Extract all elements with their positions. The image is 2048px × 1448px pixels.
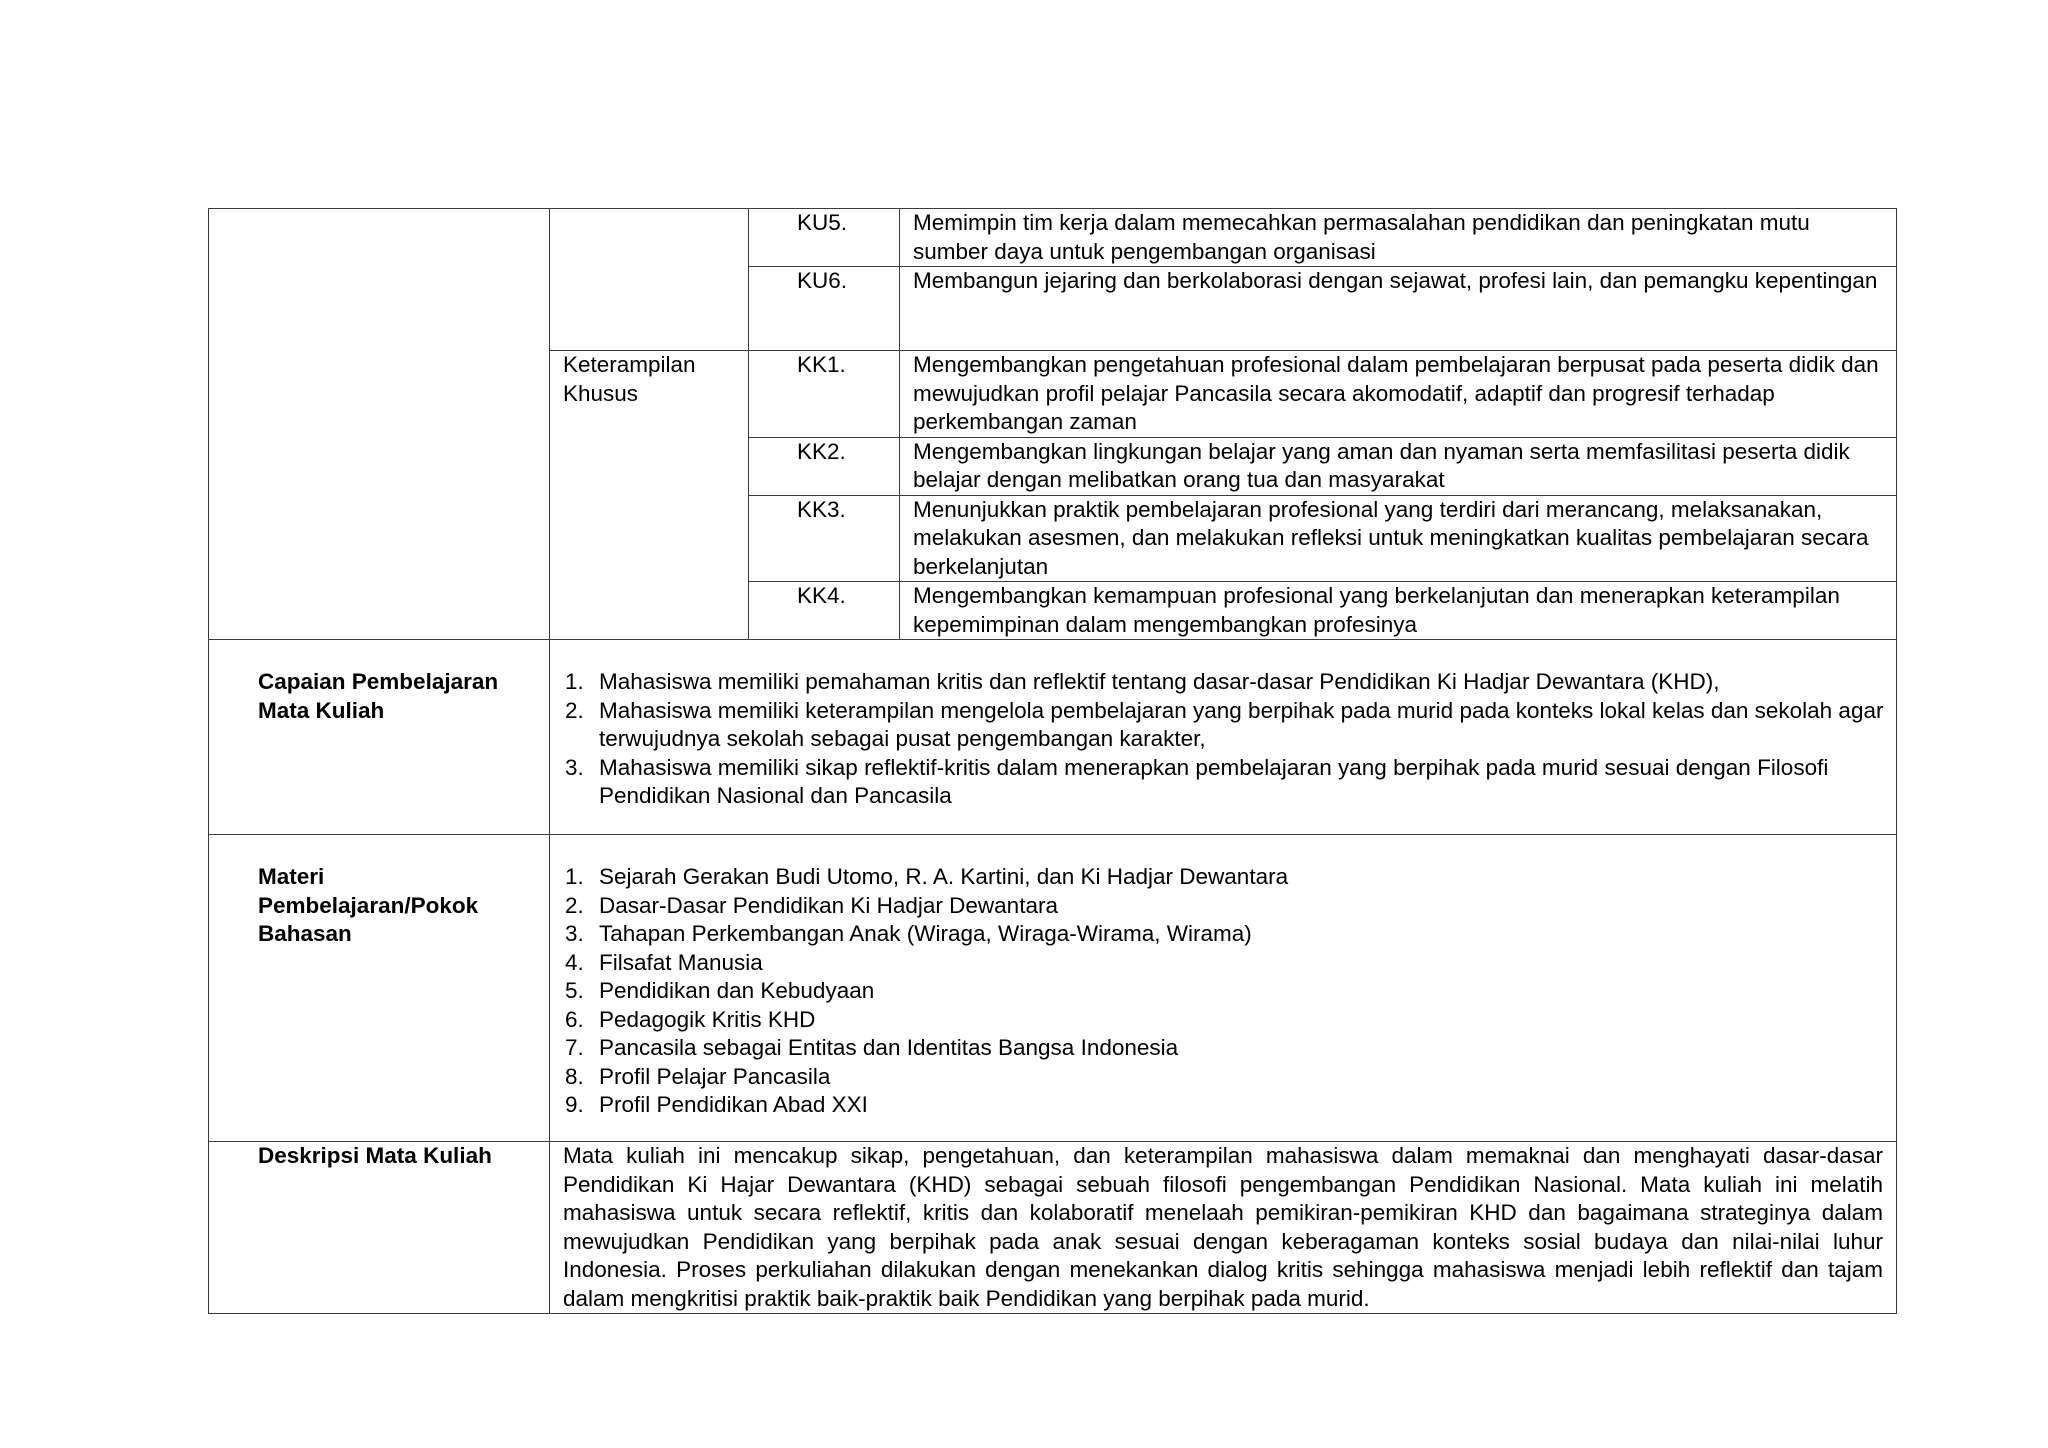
skill-code: KU6. — [749, 267, 900, 351]
list-text: Profil Pendidikan Abad XXI — [599, 1092, 868, 1117]
list-text: Mahasiswa memiliki keterampilan mengelola pembelajaran yang berpihak pada murid pada konteks lokal kelas dan sekolah agar terwujudnya sekolah sebagai pusat pengembangan karakter, — [599, 697, 1884, 751]
list-text: Pancasila sebagai Entitas dan Identitas Bangsa Indonesia — [599, 1035, 1179, 1060]
list-item — [565, 920, 1884, 949]
list-number: 3. — [565, 921, 584, 946]
table-row — [209, 640, 1897, 835]
skill-description: Mengembangkan kemampuan profesional yang berkelanjutan dan menerapkan keterampilan kepemimpinan dalam mengembangkan profesinya — [900, 582, 1897, 640]
list-item — [565, 1006, 1884, 1035]
list-text: Filsafat Manusia — [599, 949, 763, 975]
capaian-label-line: Capaian Pembelajaran — [258, 669, 499, 694]
list-item — [565, 892, 1884, 921]
list-text: Pedagogik Kritis KHD — [599, 1006, 816, 1032]
list-number: 9. — [565, 1092, 584, 1117]
materi-label-line: Bahasan — [258, 921, 352, 946]
deskripsi-text: Mata kuliah ini mencakup sikap, pengetahuan, dan keterampilan mahasiswa dalam memaknai dan menghayati dasar-dasar Pendidikan Ki Hajar Dewantara (KHD) sebagai sebuah filosofi pengembangan Pendidikan Nasional. Mata kuliah ini melatih mahasiswa untuk secara reflektif, kritis dan kolaboratif menelaah pemikiran-pemikiran KHD dan bagaimana strateginya dalam mewujudkan Pendidikan yang berpihak pada anak sesuai dengan keberagaman konteks sosial budaya dan nilai-nilai luhur Indonesia. Proses perkuliahan dilakukan dengan menekankan dialog kritis sehingga mahasiswa menjadi lebih reflektif dan tajam dalam mengkritisi praktik baik-praktik baik Pendidikan yang berpihak pada murid. — [550, 1142, 1897, 1314]
list-item — [565, 668, 1884, 697]
capaian-label-line: Mata Kuliah — [258, 697, 385, 723]
skill-code: KK4. — [749, 582, 900, 640]
list-text: Pendidikan dan Kebudyaan — [599, 978, 875, 1003]
skill-code: KK2. — [749, 437, 900, 495]
materi-content — [550, 835, 1897, 1142]
skill-description: Menunjukkan praktik pembelajaran profesional yang terdiri dari merancang, melaksanakan, melakukan asesmen, dan melakukan refleksi untuk meningkatkan kualitas pembelajaran secara berkelanjutan — [900, 495, 1897, 582]
list-number: 1. — [565, 669, 584, 694]
list-item — [565, 754, 1884, 811]
table-row — [209, 1142, 1897, 1314]
list-number: 1. — [565, 864, 584, 889]
course-table — [208, 208, 1897, 1314]
materi-list — [565, 863, 1884, 1120]
list-number: 8. — [565, 1063, 584, 1089]
list-item — [565, 697, 1884, 754]
list-text: Tahapan Perkembangan Anak (Wiraga, Wiraga-Wirama, Wirama) — [599, 921, 1252, 946]
skill-description: Mengembangkan lingkungan belajar yang aman dan nyaman serta memfasilitasi peserta didik belajar dengan melibatkan orang tua dan masyarakat — [900, 437, 1897, 495]
skill-code: KK1. — [749, 351, 900, 438]
capaian-list — [565, 668, 1884, 811]
list-text: Mahasiswa memiliki sikap reflektif-kritis dalam menerapkan pembelajaran yang berpihak pada murid sesuai dengan Filosofi Pendidikan Nasional dan Pancasila — [599, 754, 1829, 808]
skill-description: Memimpin tim kerja dalam memecahkan permasalahan pendidikan dan peningkatan mutu sumber daya untuk pengembangan organisasi — [900, 209, 1897, 267]
skill-code: KU5. — [749, 209, 900, 267]
list-number: 2. — [565, 892, 584, 918]
list-text: Profil Pelajar Pancasila — [599, 1063, 831, 1089]
list-text: Sejarah Gerakan Budi Utomo, R. A. Kartini, dan Ki Hadjar Dewantara — [599, 864, 1289, 889]
materi-label-line: Pembelajaran/Pokok — [258, 892, 479, 918]
materi-label — [209, 835, 550, 1142]
skill-category-label-line: Khusus — [563, 380, 639, 406]
capaian-content — [550, 640, 1897, 835]
table-row — [209, 835, 1897, 1142]
list-item — [565, 1063, 1884, 1092]
list-item — [565, 863, 1884, 892]
skill-description: Membangun jejaring dan berkolaborasi dengan sejawat, profesi lain, dan pemangku kepentingan — [900, 267, 1897, 351]
table-row — [209, 209, 1897, 267]
list-number: 6. — [565, 1006, 584, 1032]
list-item — [565, 1091, 1884, 1120]
skill-description: Mengembangkan pengetahuan profesional dalam pembelajaran berpusat pada peserta didik dan mewujudkan profil pelajar Pancasila secara akomodatif, adaptif dan progresif terhadap perkembangan zaman — [900, 351, 1897, 438]
list-item — [565, 1034, 1884, 1063]
list-number: 3. — [565, 754, 584, 780]
materi-label-line: Materi — [258, 864, 325, 889]
list-item — [565, 977, 1884, 1006]
capaian-label — [209, 640, 550, 835]
list-number: 5. — [565, 978, 584, 1003]
empty-category-cell — [550, 209, 749, 351]
skill-category-label-line: Keterampilan — [563, 352, 696, 377]
list-text: Mahasiswa memiliki pemahaman kritis dan reflektif tentang dasar-dasar Pendidikan Ki Hadjar Dewantara (KHD), — [599, 669, 1720, 694]
deskripsi-label: Deskripsi Mata Kuliah — [209, 1142, 550, 1314]
list-number: 7. — [565, 1035, 584, 1060]
list-item — [565, 949, 1884, 978]
skill-category-cell — [550, 351, 749, 640]
skill-code: KK3. — [749, 495, 900, 582]
empty-label-cell — [209, 209, 550, 640]
list-number: 2. — [565, 697, 584, 723]
list-number: 4. — [565, 949, 584, 975]
list-text: Dasar-Dasar Pendidikan Ki Hadjar Dewantara — [599, 892, 1058, 918]
